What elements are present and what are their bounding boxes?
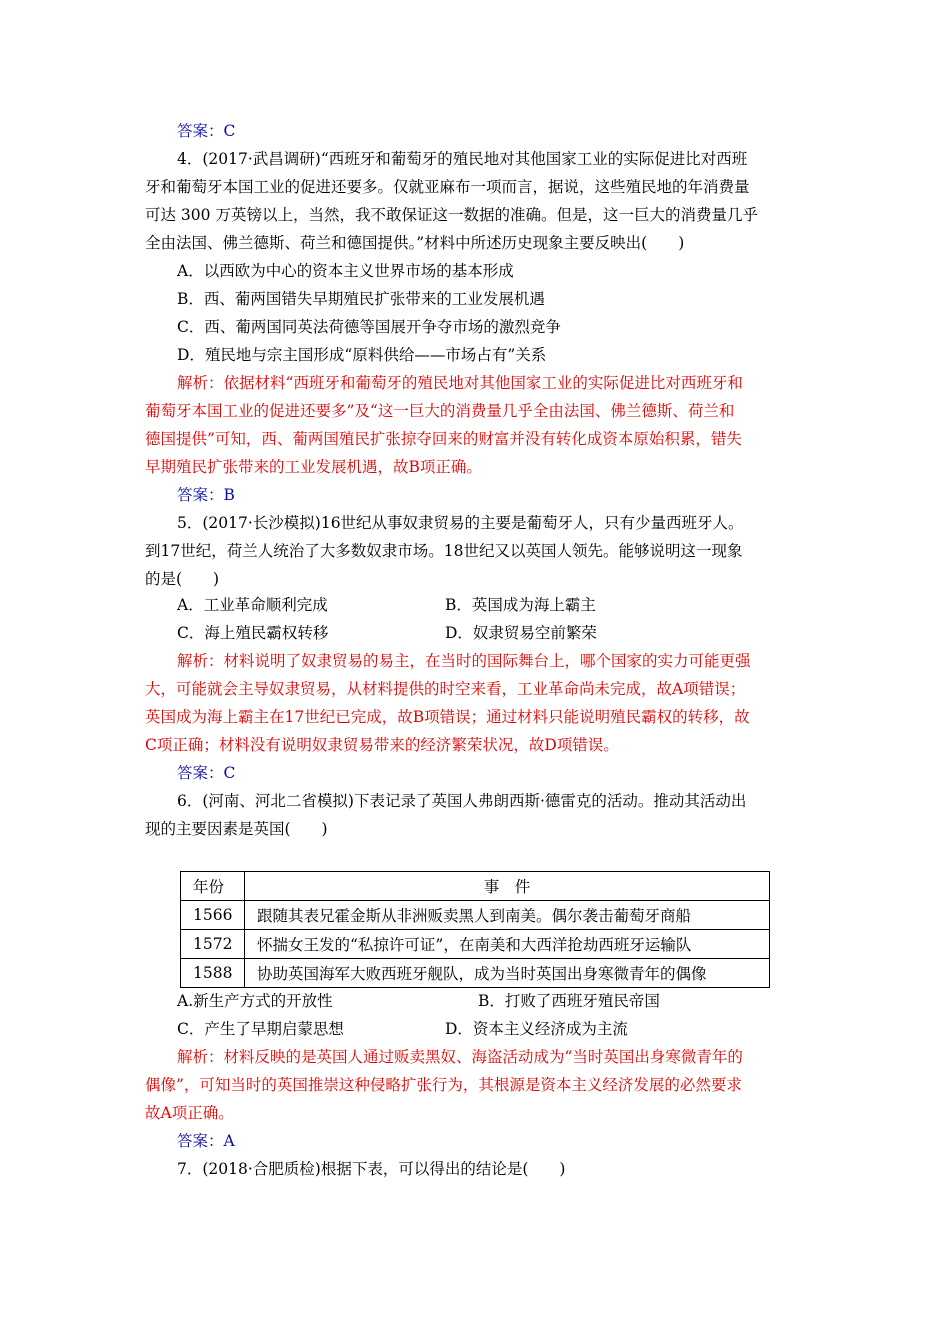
q6-analysis-line: 偶像”，可知当时的英国推崇这种侵略扩张行为，其根源是资本主义经济发展的必然要求: [145, 1076, 742, 1094]
q7-stem: 7．(2018·合肥质检)根据下表，可以得出的结论是( ): [177, 1160, 566, 1178]
q6-option-c: C．产生了早期启蒙思想: [177, 1020, 344, 1038]
table-cell-year: 1566: [181, 901, 245, 930]
q5-option-b: B．英国成为海上霸主: [445, 596, 596, 614]
q4-stem-line: 全由法国、佛兰德斯、荷兰和德国提供。”材料中所述历史现象主要反映出( ): [145, 234, 685, 252]
q5-stem-line: 5．(2017·长沙模拟)16世纪从事奴隶贸易的主要是葡萄牙人，只有少量西班牙人。: [177, 514, 744, 532]
q4-answer: 答案：B: [177, 486, 235, 504]
q6-stem-line: 6．(河南、河北二省模拟)下表记录了英国人弗朗西斯·德雷克的活动。推动其活动出: [177, 792, 747, 810]
q4-analysis-line: 葡萄牙本国工业的促进还要多”及“这一巨大的消费量几乎全由法国、佛兰德斯、荷兰和: [145, 402, 735, 420]
q5-option-c: C．海上殖民霸权转移: [177, 624, 329, 642]
q5-analysis-line: 大，可能就会主导奴隶贸易，从材料提供的时空来看，工业革命尚未完成，故A项错误；: [145, 680, 746, 698]
q4-analysis-line: 解析：依据材料“西班牙和葡萄牙的殖民地对其他国家工业的实际促进比对西班牙和: [177, 374, 743, 392]
q6-answer: 答案：A: [177, 1132, 235, 1150]
table-row: [181, 930, 770, 959]
q5-analysis-line: 解析：材料说明了奴隶贸易的易主，在当时的国际舞台上，哪个国家的实力可能更强: [177, 652, 751, 670]
q6-option-d: D．资本主义经济成为主流: [445, 1020, 628, 1038]
table-cell-event: 跟随其表兄霍金斯从非洲贩卖黑人到南美。偶尔袭击葡萄牙商船: [245, 901, 770, 930]
table-header-row: [181, 872, 770, 901]
q5-analysis-line: 英国成为海上霸主在17世纪已完成，故B项错误；通过材料只能说明殖民霸权的转移，故: [145, 708, 750, 726]
q4-stem-line: 可达 300 万英镑以上，当然，我不敢保证这一数据的准确。但是，这一巨大的消费量几乎: [145, 206, 758, 224]
q4-stem-line: 4．(2017·武昌调研)“西班牙和葡萄牙的殖民地对其他国家工业的实际促进比对西班: [177, 150, 748, 168]
q4-stem-line: 牙和葡萄牙本国工业的促进还要多。仅就亚麻布一项而言，据说，这些殖民地的年消费量: [145, 178, 750, 196]
q4-analysis-line: 德国提供”可知，西、葡两国殖民扩张掠夺回来的财富并没有转化成资本原始积累，错失: [145, 430, 742, 448]
table-cell-year: 1588: [181, 959, 245, 988]
q6-stem-line: 现的主要因素是英国( ): [145, 820, 328, 838]
q5-option-d: D．奴隶贸易空前繁荣: [445, 624, 597, 642]
q4-analysis-line: 早期殖民扩张带来的工业发展机遇，故B项正确。: [145, 458, 482, 476]
q6-analysis-line: 解析：材料反映的是英国人通过贩卖黑奴、海盗活动成为“当时英国出身寒微青年的: [177, 1048, 743, 1066]
table-cell-event: 怀揣女王发的“私掠许可证”，在南美和大西洋抢劫西班牙运输队: [245, 930, 770, 959]
q4-option-a: A．以西欧为中心的资本主义世界市场的基本形成: [177, 262, 514, 280]
q6-option-b: B．打败了西班牙殖民帝国: [478, 992, 660, 1010]
q4-option-d: D．殖民地与宗主国形成“原料供给——市场占有”关系: [177, 346, 547, 364]
q5-analysis-line: C项正确；材料没有说明奴隶贸易带来的经济繁荣状况，故D项错误。: [145, 736, 619, 754]
q3-answer: 答案：C: [177, 122, 236, 140]
table-row: [181, 901, 770, 930]
table-cell-event: 协助英国海军大败西班牙舰队，成为当时英国出身寒微青年的偶像: [245, 959, 770, 988]
q4-option-c: C．西、葡两国同英法荷德等国展开争夺市场的激烈竞争: [177, 318, 561, 336]
q6-analysis-line: 故A项正确。: [145, 1104, 234, 1122]
q5-stem-line: 到17世纪，荷兰人统治了大多数奴隶市场。18世纪又以英国人领先。能够说明这一现象: [145, 542, 743, 560]
table-header-event: 事 件: [245, 872, 770, 901]
table-cell-year: 1572: [181, 930, 245, 959]
table-row: [181, 959, 770, 988]
table-header-year: 年份: [181, 872, 245, 901]
q5-option-a: A．工业革命顺利完成: [177, 596, 328, 614]
q6-option-a: A.新生产方式的开放性: [177, 992, 333, 1010]
drake-activity-table: [180, 871, 770, 988]
q4-option-b: B．西、葡两国错失早期殖民扩张带来的工业发展机遇: [177, 290, 545, 308]
q5-stem-line: 的是( ): [145, 570, 220, 588]
q5-answer: 答案：C: [177, 764, 236, 782]
